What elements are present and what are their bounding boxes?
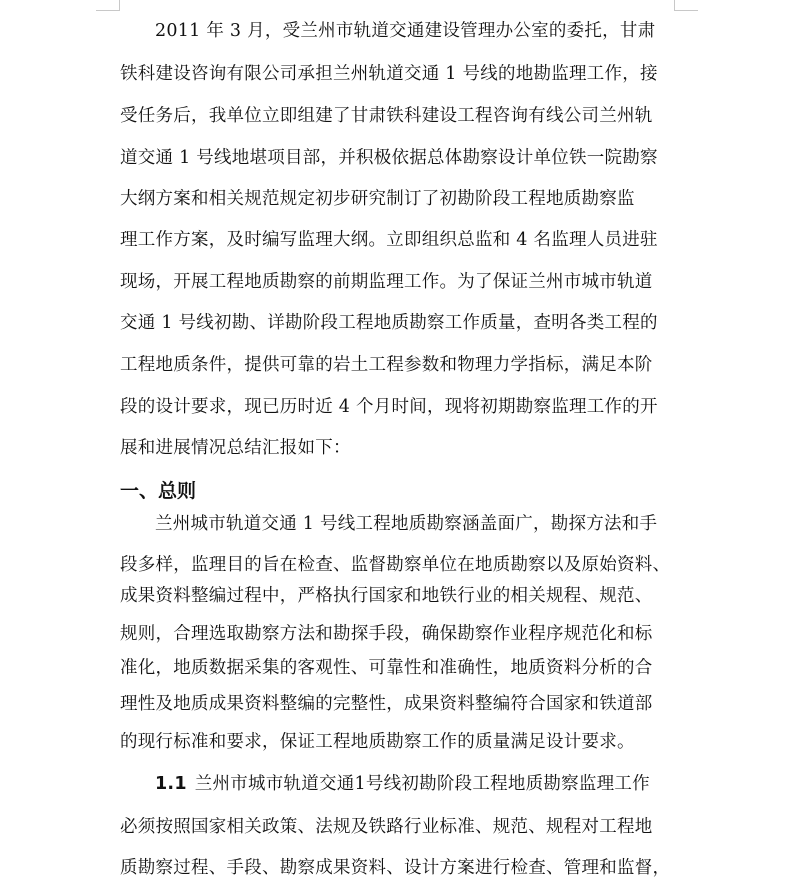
- paragraph-1-line: 现场，开展工程地质勘察的前期监理工作。为了保证兰州市城市轨道: [120, 272, 653, 292]
- section-1-1-text: 兰州市城市轨道交通1号线初勘阶段工程地质勘察监理工作: [194, 774, 650, 794]
- paragraph-1-line: 工程地质条件，提供可靠的岩土工程参数和物理力学指标，满足本阶: [120, 355, 653, 375]
- section-number: 1.1: [155, 774, 187, 794]
- paragraph-2-line: 段多样，监理目的旨在检查、监督勘察单位在地质勘察以及原始资料、: [120, 555, 671, 575]
- section-1-1-line: [155, 772, 650, 796]
- paragraph-2-line: 成果资料整编过程中，严格执行国家和地铁行业的相关规程、规范、: [120, 586, 653, 606]
- paragraph-2-line: 准化，地质数据采集的客观性、可靠性和准确性，地质资料分析的合: [120, 658, 653, 678]
- paragraph-1-line: 受任务后，我单位立即组建了甘肃铁科建设工程咨询有线公司兰州轨: [120, 106, 653, 126]
- paragraph-1-line: 展和进展情况总结汇报如下：: [120, 438, 351, 458]
- section-heading-general: 一、总则: [120, 480, 197, 502]
- paragraph-2-line: 规则，合理选取勘察方法和勘探手段，确保勘察作业程序规范化和标: [120, 624, 653, 644]
- crop-mark-top-right-vertical: [674, 0, 675, 11]
- paragraph-1-line: 2011 年 3 月，受兰州市轨道交通建设管理办公室的委托，甘肃: [155, 21, 656, 41]
- section-1-1-line: 必须按照国家相关政策、法规及铁路行业标准、规范、规程对工程地: [120, 817, 653, 837]
- crop-mark-top-left-vertical: [119, 0, 120, 11]
- crop-mark-top-right-horizontal: [674, 10, 698, 11]
- paragraph-2-line: 的现行标准和要求，保证工程地质勘察工作的质量满足设计要求。: [120, 732, 635, 752]
- paragraph-1-line: 铁科建设咨询有限公司承担兰州轨道交通 1 号线的地勘监理工作，接: [120, 64, 658, 84]
- paragraph-2-line: 理性及地质成果资料整编的完整性，成果资料整编符合国家和铁道部: [120, 694, 653, 714]
- paragraph-1-line: 大纲方案和相关规范规定初步研究制订了初勘阶段工程地质勘察监: [120, 189, 635, 209]
- paragraph-1-line: 理工作方案，及时编写监理大纲。立即组织总监和 4 名监理人员进驻: [120, 230, 658, 250]
- crop-mark-top-left-horizontal: [96, 10, 120, 11]
- paragraph-1-line: 道交通 1 号线地堪项目部，并积极依据总体勘察设计单位铁一院勘察: [120, 148, 658, 168]
- paragraph-2-line: 兰州城市轨道交通 1 号线工程地质勘察涵盖面广，勘探方法和手: [155, 514, 658, 534]
- paragraph-1-line: 段的设计要求，现已历时近 4 个月时间，现将初期勘察监理工作的开: [120, 397, 658, 417]
- section-1-1-line: 质勘察过程、手段、勘察成果资料、设计方案进行检查、管理和监督，: [120, 858, 671, 878]
- paragraph-1-line: 交通 1 号线初勘、详勘阶段工程地质勘察工作质量，查明各类工程的: [120, 313, 658, 333]
